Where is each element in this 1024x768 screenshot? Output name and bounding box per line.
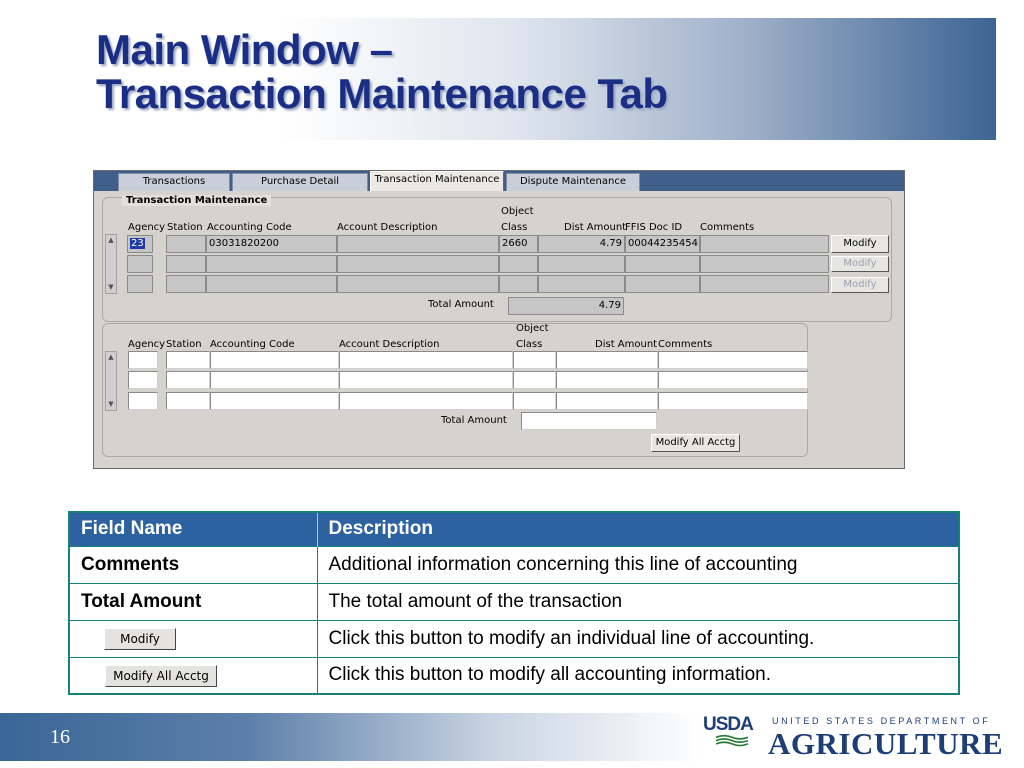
scroll-up-icon[interactable]: ▲ bbox=[108, 236, 114, 244]
header-dist-amount: Dist Amount bbox=[564, 222, 627, 233]
dist-amount-input[interactable] bbox=[556, 392, 658, 410]
ffis-doc-id-field[interactable] bbox=[625, 275, 700, 293]
field-name-cell bbox=[69, 620, 317, 657]
object-class-field[interactable] bbox=[499, 275, 538, 293]
comments-input[interactable] bbox=[658, 371, 808, 389]
slide-title-line1: Main Window – bbox=[96, 26, 393, 73]
dist-amount-input[interactable] bbox=[556, 371, 658, 389]
modify-button[interactable]: Modify bbox=[831, 277, 889, 293]
agency-field[interactable] bbox=[127, 275, 153, 293]
account-description-field[interactable] bbox=[337, 235, 499, 253]
tab-transactions[interactable]: Transactions bbox=[118, 173, 230, 191]
agency-field[interactable] bbox=[127, 255, 153, 273]
comments-input[interactable] bbox=[658, 392, 808, 410]
total-amount-label: Total Amount bbox=[428, 299, 494, 310]
modify-button[interactable]: Modify bbox=[831, 256, 889, 272]
scroll-up-icon[interactable]: ▲ bbox=[108, 353, 114, 361]
header-class: Class bbox=[516, 339, 543, 350]
accounting-code-input[interactable] bbox=[210, 351, 339, 369]
ffis-doc-id-field[interactable] bbox=[625, 255, 700, 273]
header-dist-amount: Dist Amount bbox=[595, 339, 658, 350]
tab-dispute-maintenance[interactable]: Dispute Maintenance bbox=[506, 173, 640, 191]
ffis-doc-id-field[interactable]: 00044235454 bbox=[625, 235, 700, 253]
account-description-input[interactable] bbox=[339, 351, 513, 369]
total-amount-input[interactable] bbox=[521, 412, 657, 430]
agency-input[interactable] bbox=[128, 392, 158, 410]
header-account-description: Account Description bbox=[339, 339, 440, 350]
tab-purchase-detail[interactable]: Purchase Detail bbox=[232, 173, 368, 191]
header-accounting-code: Accounting Code bbox=[207, 222, 292, 233]
total-amount-field: 4.79 bbox=[508, 297, 624, 315]
dist-amount-field[interactable] bbox=[538, 275, 625, 293]
header-account-description: Account Description bbox=[337, 222, 438, 233]
header-field-name: Field Name bbox=[69, 512, 317, 546]
tab-transaction-maintenance[interactable]: Transaction Maintenance bbox=[370, 171, 504, 191]
scroll-down-icon[interactable]: ▼ bbox=[108, 400, 114, 408]
account-description-input[interactable] bbox=[339, 392, 513, 410]
dist-amount-field[interactable] bbox=[538, 255, 625, 273]
station-field[interactable] bbox=[166, 275, 206, 293]
field-description-table bbox=[68, 511, 960, 695]
header-station: Station bbox=[167, 222, 203, 233]
department-text: UNITED STATES DEPARTMENT OF bbox=[772, 716, 991, 726]
comments-field[interactable] bbox=[700, 235, 829, 253]
accounting-code-input[interactable] bbox=[210, 392, 339, 410]
station-field[interactable] bbox=[166, 235, 206, 253]
station-field[interactable] bbox=[166, 255, 206, 273]
slide-title bbox=[96, 28, 668, 116]
field-name-cell bbox=[69, 657, 317, 694]
station-input[interactable] bbox=[166, 392, 210, 410]
agency-field[interactable]: 23 bbox=[127, 235, 153, 253]
header-agency: Agency bbox=[128, 222, 166, 233]
object-class-field[interactable] bbox=[499, 255, 538, 273]
table-row bbox=[69, 546, 959, 583]
tab-bar bbox=[94, 171, 904, 191]
accounting-code-field[interactable] bbox=[206, 255, 337, 273]
accounting-code-field[interactable] bbox=[206, 275, 337, 293]
account-description-field[interactable] bbox=[337, 255, 499, 273]
header-agency: Agency bbox=[128, 339, 166, 350]
station-input[interactable] bbox=[166, 351, 210, 369]
description-cell: The total amount of the transaction bbox=[317, 583, 959, 620]
description-cell: Click this button to modify an individual line of accounting. bbox=[317, 620, 959, 657]
agriculture-text: AGRICULTURE bbox=[768, 726, 1004, 761]
accounting-code-input[interactable] bbox=[210, 371, 339, 389]
field-name-cell: Comments bbox=[69, 546, 317, 583]
table-row bbox=[69, 583, 959, 620]
table-header-row bbox=[69, 512, 959, 546]
slide-title-line2: Transaction Maintenance Tab bbox=[96, 70, 668, 117]
header-station: Station bbox=[166, 339, 202, 350]
modify-button-sample: Modify bbox=[104, 628, 176, 650]
header-object: Object bbox=[516, 323, 549, 334]
object-class-input[interactable] bbox=[513, 351, 556, 369]
comments-field[interactable] bbox=[700, 255, 829, 273]
description-cell: Additional information concerning this line of accounting bbox=[317, 546, 959, 583]
header-accounting-code: Accounting Code bbox=[210, 339, 295, 350]
comments-field[interactable] bbox=[700, 275, 829, 293]
dist-amount-input[interactable] bbox=[556, 351, 658, 369]
object-class-input[interactable] bbox=[513, 371, 556, 389]
agency-input[interactable] bbox=[128, 371, 158, 389]
field-name-cell: Total Amount bbox=[69, 583, 317, 620]
modify-all-acctg-button-sample: Modify All Acctg bbox=[105, 665, 217, 687]
footer-bar bbox=[0, 713, 700, 761]
header-ffis-doc-id: FFIS Doc ID bbox=[625, 222, 683, 233]
top-scrollbar[interactable] bbox=[105, 234, 117, 294]
modify-button[interactable]: Modify bbox=[831, 235, 889, 253]
object-class-field[interactable]: 2660 bbox=[499, 235, 538, 253]
bottom-scrollbar[interactable] bbox=[105, 351, 117, 411]
table-row bbox=[69, 657, 959, 694]
modify-all-acctg-button[interactable]: Modify All Acctg bbox=[651, 434, 740, 452]
header-description: Description bbox=[317, 512, 959, 546]
agency-input[interactable] bbox=[128, 351, 158, 369]
header-comments: Comments bbox=[700, 222, 755, 233]
header-comments: Comments bbox=[658, 339, 713, 350]
station-input[interactable] bbox=[166, 371, 210, 389]
transaction-maintenance-window bbox=[93, 170, 905, 469]
comments-input[interactable] bbox=[658, 351, 808, 369]
account-description-field[interactable] bbox=[337, 275, 499, 293]
accounting-code-field[interactable]: 03031820200 bbox=[206, 235, 337, 253]
dist-amount-field[interactable]: 4.79 bbox=[538, 235, 625, 253]
header-class: Class bbox=[501, 222, 528, 233]
page-number: 16 bbox=[50, 726, 70, 748]
description-cell: Click this button to modify all accounting information. bbox=[317, 657, 959, 694]
section-label: Transaction Maintenance bbox=[122, 195, 271, 206]
header-object: Object bbox=[501, 206, 534, 217]
usda-logo-icon bbox=[703, 734, 761, 756]
total-amount-label: Total Amount bbox=[441, 415, 507, 426]
object-class-input[interactable] bbox=[513, 392, 556, 410]
scroll-down-icon[interactable]: ▼ bbox=[108, 283, 114, 291]
table-row bbox=[69, 620, 959, 657]
account-description-input[interactable] bbox=[339, 371, 513, 389]
usda-logo-text: USDA bbox=[703, 714, 753, 735]
